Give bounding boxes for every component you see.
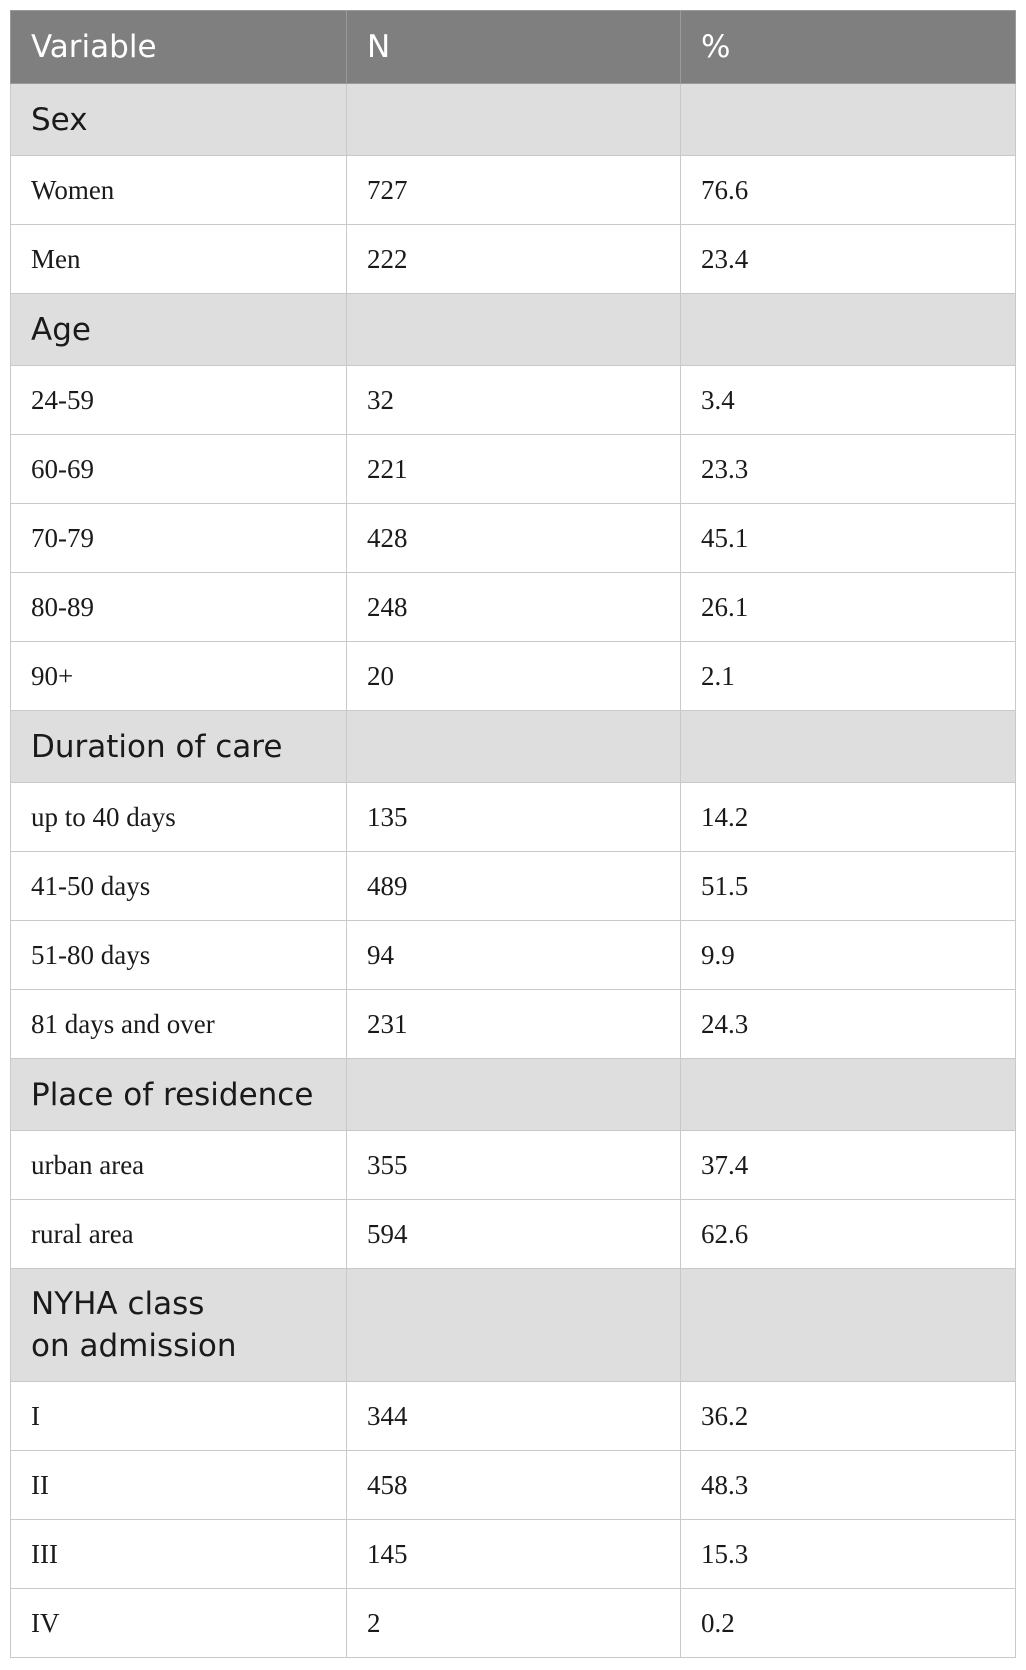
section-title: Sex [11,84,347,156]
cell-variable: 60-69 [11,435,347,504]
cell-percent: 24.3 [681,990,1016,1059]
table-row [11,642,1016,711]
cell-variable: III [11,1520,347,1589]
table-row [11,366,1016,435]
cell-n: 145 [347,1520,681,1589]
cell-n: 135 [347,783,681,852]
section-empty-cell [681,1059,1016,1131]
cell-n: 594 [347,1200,681,1269]
header-n: N [347,11,681,84]
section-empty-cell [347,711,681,783]
table-body [11,84,1016,1658]
table-row [11,1451,1016,1520]
cell-variable: 41-50 days [11,852,347,921]
cell-percent: 23.4 [681,225,1016,294]
cell-percent: 48.3 [681,1451,1016,1520]
cell-variable: 81 days and over [11,990,347,1059]
cell-n: 222 [347,225,681,294]
section-empty-cell [347,1059,681,1131]
table-row [11,990,1016,1059]
cell-n: 489 [347,852,681,921]
cell-n: 231 [347,990,681,1059]
table-row [11,921,1016,990]
cell-n: 248 [347,573,681,642]
cell-variable: IV [11,1589,347,1658]
cell-variable: II [11,1451,347,1520]
section-row [11,1059,1016,1131]
cell-n: 344 [347,1382,681,1451]
cell-percent: 23.3 [681,435,1016,504]
cell-percent: 62.6 [681,1200,1016,1269]
cell-n: 2 [347,1589,681,1658]
section-empty-cell [347,84,681,156]
cell-n: 458 [347,1451,681,1520]
cell-n: 727 [347,156,681,225]
table-row [11,852,1016,921]
section-title: Duration of care [11,711,347,783]
cell-percent: 9.9 [681,921,1016,990]
cell-variable: 70-79 [11,504,347,573]
header-row [11,11,1016,84]
section-empty-cell [347,294,681,366]
table-row [11,1589,1016,1658]
cell-percent: 36.2 [681,1382,1016,1451]
table-row [11,435,1016,504]
cell-n: 355 [347,1131,681,1200]
cell-variable: 80-89 [11,573,347,642]
cell-percent: 0.2 [681,1589,1016,1658]
cell-variable: 90+ [11,642,347,711]
cell-percent: 3.4 [681,366,1016,435]
cell-n: 428 [347,504,681,573]
cell-variable: 24-59 [11,366,347,435]
section-row [11,1269,1016,1382]
table-row [11,504,1016,573]
section-empty-cell [681,84,1016,156]
characteristics-table [10,10,1016,1658]
cell-n: 221 [347,435,681,504]
section-empty-cell [681,1269,1016,1382]
cell-n: 94 [347,921,681,990]
header-percent: % [681,11,1016,84]
cell-variable: rural area [11,1200,347,1269]
cell-percent: 37.4 [681,1131,1016,1200]
header-variable: Variable [11,11,347,84]
cell-n: 32 [347,366,681,435]
section-empty-cell [681,711,1016,783]
cell-variable: Women [11,156,347,225]
table-row [11,1200,1016,1269]
cell-percent: 45.1 [681,504,1016,573]
section-title: Age [11,294,347,366]
table-row [11,1131,1016,1200]
cell-percent: 76.6 [681,156,1016,225]
section-row [11,84,1016,156]
table-row [11,156,1016,225]
cell-variable: up to 40 days [11,783,347,852]
table-row [11,1520,1016,1589]
cell-variable: Men [11,225,347,294]
section-empty-cell [347,1269,681,1382]
table-row [11,225,1016,294]
section-row [11,711,1016,783]
cell-variable: I [11,1382,347,1451]
table-header [11,11,1016,84]
section-title: Place of residence [11,1059,347,1131]
cell-n: 20 [347,642,681,711]
cell-variable: 51-80 days [11,921,347,990]
cell-variable: urban area [11,1131,347,1200]
section-row [11,294,1016,366]
cell-percent: 15.3 [681,1520,1016,1589]
cell-percent: 2.1 [681,642,1016,711]
cell-percent: 26.1 [681,573,1016,642]
cell-percent: 51.5 [681,852,1016,921]
table-row [11,573,1016,642]
cell-percent: 14.2 [681,783,1016,852]
section-empty-cell [681,294,1016,366]
table-row [11,783,1016,852]
section-title: NYHA class on admission [11,1269,347,1382]
table-row [11,1382,1016,1451]
